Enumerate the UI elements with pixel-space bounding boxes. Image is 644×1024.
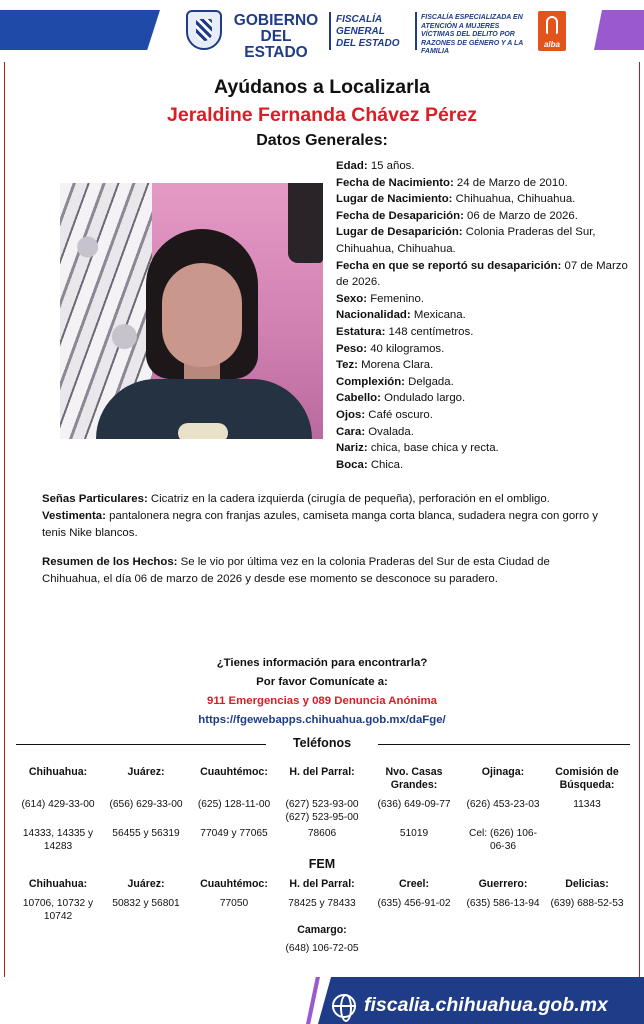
camargo-city: Camargo: (297, 924, 347, 936)
detail-row: Sexo: Femenino. (336, 292, 425, 305)
fem-city: Delicias: (565, 878, 609, 890)
fiscalia-logo-text (336, 14, 414, 50)
general-data-list (336, 158, 636, 473)
footer-website[interactable]: fiscalia.chihuahua.gob.mx (364, 994, 608, 1016)
tel-phone: (656) 629-33-00 (109, 799, 183, 810)
photo-bag (288, 183, 323, 263)
report-link[interactable]: https://fgewebapps.chihuahua.gob.mx/daFge/ (198, 714, 446, 726)
tel-ext: Cel: (626) 106-06-36 (469, 828, 537, 852)
fem-value: 50832 y 56801 (112, 898, 180, 909)
tel-ext: 78606 (307, 828, 337, 839)
gobierno-logo-text (228, 13, 324, 61)
tel-ext: 14333, 14335 y 14283 (22, 828, 94, 852)
fem-grid (14, 878, 630, 928)
divider-line (378, 744, 630, 745)
tel-phone: (625) 128-11-00 (197, 799, 271, 810)
tel-city: Juárez: (127, 766, 165, 778)
header-divider (329, 12, 331, 50)
tel-phone: (614) 429-33-00 (21, 799, 95, 810)
detail-row: Boca: Chica. (336, 458, 404, 471)
header (0, 0, 644, 62)
fem-city: Chihuahua: (28, 878, 88, 890)
section-title-general: Datos Generales: (256, 132, 388, 149)
tel-phone: (627) 523-93-00 (627) 523-95-00 (285, 799, 359, 823)
header-divider (415, 12, 417, 50)
vestimenta: Vestimenta: pantalonera negra con franjas azules, camiseta manga corta blanca, sudadera negra con gorro y tenis Nike blancos. (42, 510, 598, 539)
footer-purple-strip (306, 977, 320, 1024)
gobierno-line2: DEL ESTADO (244, 28, 308, 61)
fem-value: 77050 (219, 898, 249, 909)
telefonos-title: Teléfonos (292, 736, 352, 750)
detail-row: Ojos: Café oscuro. (336, 408, 433, 421)
detail-row: Fecha de Desaparición: 06 de Marzo de 2026. (336, 209, 578, 222)
fiscalia-line2: DEL ESTADO (336, 38, 400, 49)
fem-city: Guerrero: (478, 878, 528, 890)
fem-city: Juárez: (127, 878, 165, 890)
detail-row: Cabello: Ondulado largo. (336, 392, 466, 405)
tel-city: Cuauhtémoc: (200, 766, 268, 778)
tel-phone: (626) 453-23-03 (466, 799, 540, 810)
detail-row: Fecha de Nacimiento: 24 de Marzo de 2010. (336, 176, 568, 189)
tel-ext: 77049 y 77065 (200, 828, 268, 839)
tel-city: Chihuahua: (28, 766, 88, 778)
tel-ext: 56455 y 56319 (112, 828, 180, 839)
fem-value: (635) 456-91-02 (377, 898, 451, 909)
missing-person-name: Jeraldine Fernanda Chávez Pérez (167, 104, 477, 126)
alba-logo (538, 11, 566, 51)
photo-flowers (178, 423, 228, 439)
camargo-phone: (648) 106-72-05 (285, 943, 359, 954)
tel-city: Ojinaga: (481, 766, 525, 778)
photo-face (162, 263, 242, 367)
fem-title: FEM (308, 857, 336, 871)
page-title: Ayúdanos a Localizarla (213, 76, 430, 98)
detail-row: Cara: Ovalada. (336, 425, 414, 438)
header-purple-stripe (594, 10, 644, 50)
detail-row: Nacionalidad: Mexicana. (336, 309, 466, 322)
gobierno-line1: GOBIERNO (233, 12, 319, 29)
right-border-line (639, 62, 640, 977)
fem-city: H. del Parral: (289, 878, 355, 890)
missing-person-photo (60, 183, 323, 439)
fiscalia-especializada-text: FISCALÍA ESPECIALIZADA EN ATENCIÓN A MUJERES VÍCTIMAS DEL DELITO POR RAZONES DE GÉNERO Y A LA FAMILIA (421, 14, 524, 55)
alba-label: alba (543, 40, 560, 49)
state-seal-icon (186, 10, 222, 50)
detail-row: Complexión: Delgada. (336, 375, 454, 388)
fem-value: (639) 688-52-53 (550, 898, 624, 909)
tel-city: H. del Parral: (289, 766, 355, 778)
detail-row: Lugar de Desaparición: Colonia Praderas del Sur, Chihuahua, Chihuahua. (336, 226, 596, 255)
fem-value: 78425 y 78433 (288, 898, 356, 909)
left-border-line (4, 62, 5, 977)
contact-please: Por favor Comunícate a: (256, 676, 388, 688)
resumen-hechos: Resumen de los Hechos: Se le vio por última vez en la colonia Praderas del Sur de esta Ciudad de Chihuahua, el día 06 de marzo de 2026 y desde ese momento se desconoce su paradero. (42, 556, 550, 585)
fiscalia-line1: FISCALÍA GENERAL (336, 14, 385, 37)
tel-phone: (636) 649-09-77 (377, 799, 451, 810)
tel-phone: 11343 (573, 799, 601, 810)
detail-row: Estatura: 148 centímetros. (336, 325, 474, 338)
detail-row: Tez: Morena Clara. (336, 359, 434, 372)
contact-question: ¿Tienes información para encontrarla? (216, 657, 428, 669)
alba-figure-icon (546, 16, 558, 34)
tel-city: Nvo. Casas Grandes: (385, 766, 443, 791)
globe-icon (332, 994, 356, 1018)
telefonos-grid (14, 766, 630, 856)
senas-particulares: Señas Particulares: Cicatriz en la cadera izquierda (cirugía de pequeña), perforación en el ombligo. (42, 493, 550, 505)
camargo-block (14, 924, 630, 964)
detail-row: Peso: 40 kilogramos. (336, 342, 445, 355)
fem-value: 10706, 10732 y 10742 (22, 898, 94, 922)
tel-city: Comisión de Búsqueda: (555, 766, 619, 791)
detail-row: Lugar de Nacimiento: Chihuahua, Chihuahua. (336, 193, 576, 206)
footer (0, 977, 644, 1024)
fem-value: (635) 586-13-94 (466, 898, 540, 909)
detail-row: Nariz: chica, base chica y recta. (336, 442, 499, 455)
emergency-numbers: 911 Emergencias y 089 Denuncia Anónima (206, 695, 438, 707)
detail-row: Edad: 15 años. (336, 160, 415, 172)
header-blue-stripe (0, 10, 160, 50)
detail-row: Fecha en que se reportó su desaparición: 07 de Marzo de 2026. (336, 259, 628, 289)
fem-city: Creel: (398, 878, 430, 890)
fem-city: Cuauhtémoc: (200, 878, 268, 890)
tel-ext: 51019 (399, 828, 429, 839)
